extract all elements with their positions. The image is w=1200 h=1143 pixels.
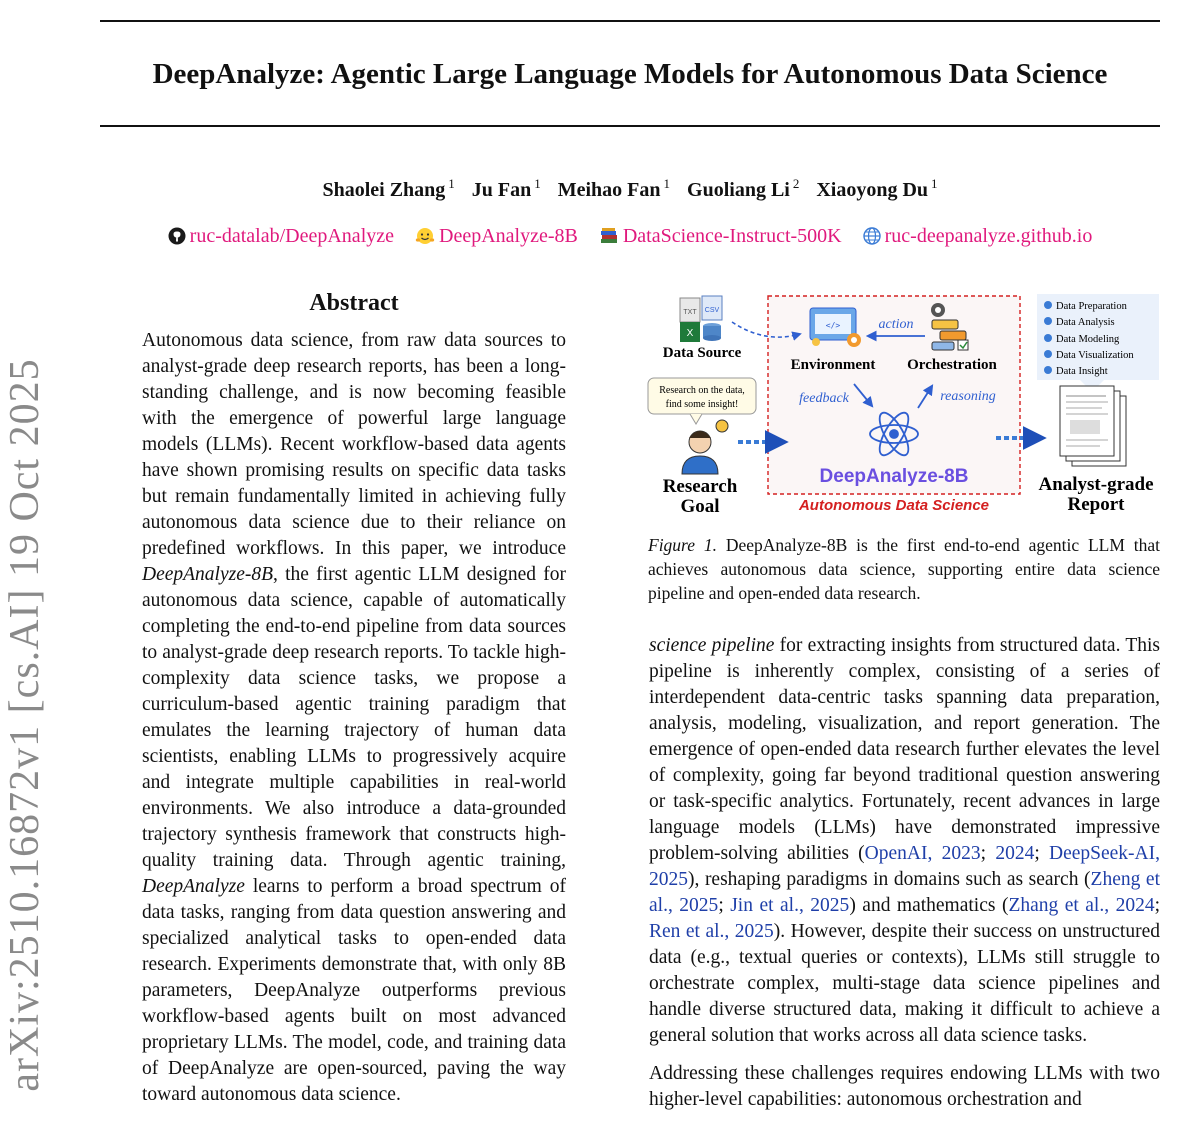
author (471, 176, 541, 201)
body-text: ; (1154, 895, 1161, 916)
pipeline-step: Data Analysis (1056, 317, 1115, 328)
citation-link[interactable]: Zhang et al., 2024 (1008, 895, 1155, 916)
introduction-body (649, 633, 1160, 1113)
website-link-text: ruc-deepanalyze.github.io (884, 225, 1093, 247)
reasoning-label: reasoning (940, 389, 996, 404)
author (322, 176, 455, 201)
autonomous-label: Autonomous Data Science (798, 497, 990, 514)
author-name: Shaolei Zhang (322, 178, 446, 201)
globe-icon (863, 225, 881, 253)
model-label: DeepAnalyze-8B (819, 466, 969, 487)
website-link[interactable] (863, 225, 1093, 247)
github-link[interactable] (168, 225, 394, 247)
model-name: DeepAnalyze (142, 876, 245, 897)
body-text: ; (718, 895, 731, 916)
author-name: Ju Fan (471, 178, 532, 201)
abstract-text: learns to perform a broad spectrum of data tasks, ranging from data question answering and specialized analytical tasks to open-ended data research. Experiments demonstrate that, with only 8B parameters, DeepAnalyze outperforms previous workflow-based agents built on most advanced proprietary LLMs. The model, code, and training data of DeepAnalyze are open-sourced, paving the way toward autonomous data science. (142, 876, 566, 1105)
body-text: ). However, despite their success on unstructured data (e.g., textual queries or contexts), LLMs still struggle to orchestrate complex, multi-stage data science pipelines and handle diverse structured data, making it difficult to achieve a general solution that works across all data science tasks. (649, 921, 1160, 1046)
report-label: Analyst-grade (1038, 474, 1154, 495)
author (816, 176, 938, 201)
pipeline-step: Data Preparation (1056, 301, 1127, 312)
citation-link[interactable]: 2024 (995, 843, 1035, 864)
caption-text: DeepAnalyze-8B is the first end-to-end agentic LLM that achieves autonomous data science, supporting entire data science pipeline and open-ended data research. (648, 535, 1160, 603)
svg-text:</>: </> (825, 321, 841, 330)
top-rule (100, 20, 1160, 22)
body-paragraph: Addressing these challenges requires endowing LLMs with two higher-level capabilities: autonomous orchestration and (649, 1063, 1160, 1110)
author (687, 176, 800, 201)
author-affiliation: 1 (448, 176, 455, 191)
environment-label: Environment (790, 357, 876, 373)
title-bottom-rule (100, 125, 1160, 127)
author-affiliation: 1 (534, 176, 541, 191)
feedback-label: feedback (799, 391, 849, 406)
speech-line: Research on the data, (659, 385, 745, 396)
resource-links (100, 222, 1160, 253)
author-affiliation: 1 (663, 176, 671, 191)
citation-link[interactable]: Zheng et al., 2025 (649, 869, 1160, 916)
pipeline-step: Data Visualization (1056, 350, 1134, 361)
goal-label: Goal (680, 496, 720, 517)
github-icon (168, 225, 186, 253)
dataset-link[interactable] (599, 225, 842, 247)
huggingface-link[interactable] (415, 225, 578, 247)
citation-link[interactable]: Ren et al., 2025 (649, 921, 774, 942)
dataset-link-text: DataScience-Instruct-500K (622, 225, 842, 247)
report-document-icon (1060, 386, 1126, 466)
author-list (100, 170, 1160, 204)
orchestration-label: Orchestration (907, 357, 997, 373)
books-icon (599, 225, 619, 253)
figure-caption (648, 533, 1160, 605)
abstract-body (142, 328, 566, 1108)
caption-label: Figure 1. (648, 535, 717, 555)
body-text: ), reshaping paradigms in domains such as search ( (688, 869, 1091, 890)
speech-line: find some insight! (665, 399, 739, 410)
abstract-text: , the first agentic LLM designed for autonomous data science, capable of automatically completing the end-to-end pipeline from data sources to analyst-grade deep research reports. To tackle high-complexity data science tasks, we propose a curriculum-based agentic training paradigm that emulates the learning trajectory of human data scientists, enabling LLMs to progressively acquire and integrate multiple capabilities in real-world environments. We also introduce a data-grounded trajectory synthesis framework that constructs high-quality training data. Through agentic training, (142, 564, 566, 871)
body-text: for extracting insights from structured data. This pipeline is inherently complex, consisting of a series of interdependent data-centric tasks spanning data preparation, analysis, modeling, visualization, and report generation. The emergence of open-ended data research further elevates the level of complexity, going far beyond traditional question answering or task-specific analytics. Fortunately, recent advances in large language models (LLMs) have demonstrated impressive problem-solving abilities ( (649, 635, 1160, 864)
figure-1 (640, 292, 1160, 522)
author-name: Guoliang Li (687, 178, 790, 201)
file-type-label: CSV (704, 307, 720, 314)
citation-link[interactable]: DeepSeek-AI, 2025 (649, 843, 1160, 890)
abstract-text: Autonomous data science, from raw data sources to analyst-grade deep research reports, has been a long-standing challenge, and is now becoming feasible with the emergence of powerful large language models (LLMs). Recent workflow-based data agents have shown promising results on specific data tasks but remain fundamentally limited in achieving fully autonomous data science due to their reliance on predefined workflows. In this paper, we introduce (142, 330, 566, 559)
abstract-heading: Abstract (309, 290, 399, 316)
body-paragraph (649, 633, 1160, 1049)
arxiv-identifier-stamp: arXiv:2510.16872v1 [cs.AI] 19 Oct 2025 (2, 358, 48, 1092)
huggingface-link-text: DeepAnalyze-8B (439, 225, 578, 247)
body-text: ; (980, 843, 996, 864)
citation-link[interactable]: Jin et al., 2025 (730, 895, 850, 916)
researcher-icon (682, 420, 728, 474)
action-label: action (878, 317, 914, 332)
pipeline-step: Data Modeling (1056, 334, 1120, 345)
goal-label: Research (662, 476, 738, 497)
file-type-label: X (686, 328, 694, 339)
author (557, 176, 671, 201)
emphasis: science pipeline (649, 635, 775, 656)
author-affiliation: 2 (792, 176, 800, 191)
file-type-label: TXT (683, 309, 697, 316)
paper-title: DeepAnalyze: Agentic Large Language Models for Autonomous Data Science (152, 58, 1108, 90)
author-name: Xiaoyong Du (816, 178, 929, 201)
body-text: ) and mathematics ( (849, 895, 1009, 916)
author-name: Meihao Fan (557, 178, 661, 201)
github-link-text: ruc-datalab/DeepAnalyze (189, 225, 394, 247)
abstract-paragraph (142, 328, 566, 1108)
hugging-face-icon (415, 225, 435, 253)
body-text: ; (1034, 843, 1049, 864)
data-files-icon (680, 296, 722, 342)
model-name: DeepAnalyze-8B (142, 564, 274, 585)
report-label: Report (1067, 494, 1125, 515)
author-affiliation: 1 (931, 176, 938, 191)
citation-link[interactable]: OpenAI, 2023 (864, 843, 981, 864)
data-source-label: Data Source (662, 345, 742, 361)
pipeline-step: Data Insight (1056, 366, 1108, 377)
